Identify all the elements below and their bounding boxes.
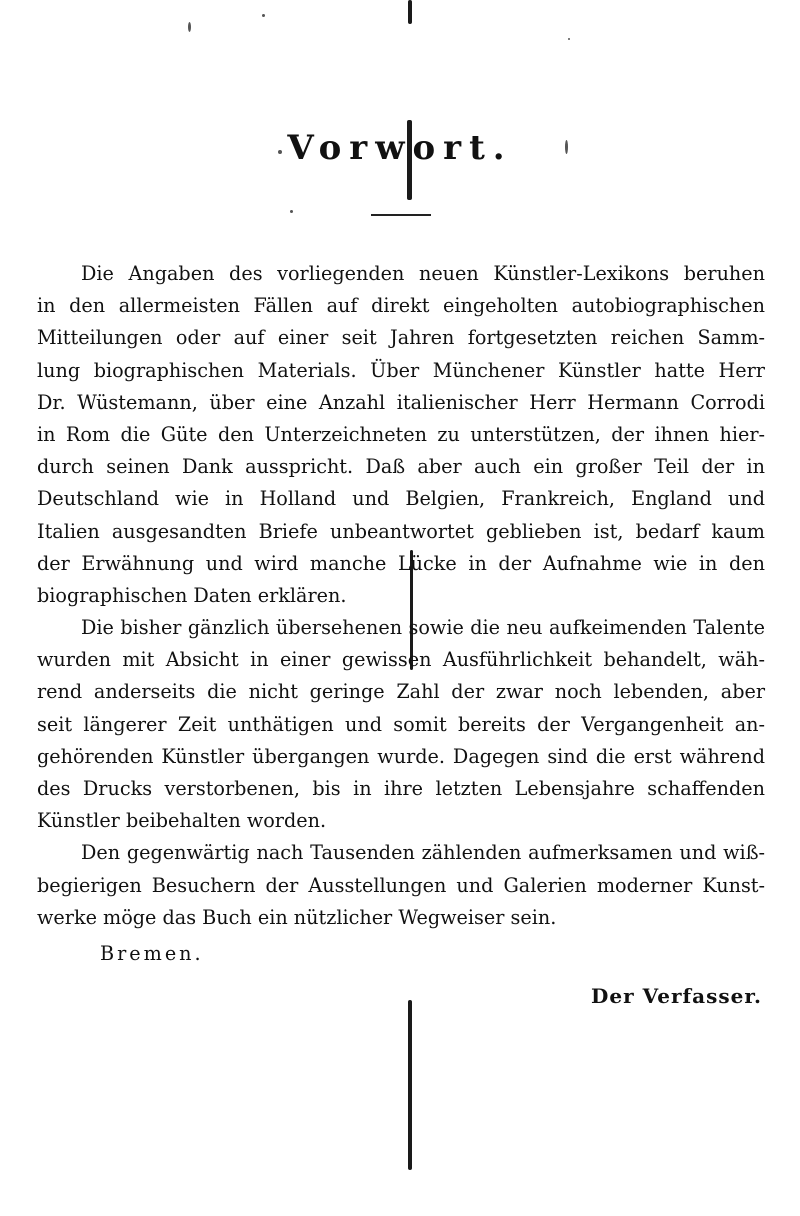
place-line: Bremen. — [100, 942, 204, 965]
text-line: in den allermeisten Fällen auf direkt eingeholten autobiographischen — [37, 294, 765, 318]
text-line: Dr. Wüstemann, über eine Anzahl italienischer Herr Hermann Corrodi — [37, 390, 765, 414]
text-line: Die bisher gänzlich übersehenen sowie die neu aufkeimenden Talente — [81, 616, 765, 640]
text-line: durch seinen Dank ausspricht. Daß aber auch ein großer Teil der in — [37, 455, 765, 479]
text-line: Italien ausgesandten Briefe unbeantwortet geblieben ist, bedarf kaum — [37, 519, 765, 543]
text-line: Künstler beibehalten worden. — [37, 809, 327, 833]
binding-crease-mark — [408, 0, 412, 24]
title-underline — [371, 214, 431, 216]
ink-speck — [568, 38, 570, 40]
page-title: Vorwort. — [287, 128, 513, 168]
ink-speck — [290, 210, 293, 213]
ink-speck — [188, 22, 191, 32]
text-line: der Erwähnung und wird manche Lücke in der Aufnahme wie in den — [37, 551, 765, 575]
text-line: lung biographischen Materials. Über Münchener Künstler hatte Herr — [37, 358, 765, 382]
ink-speck — [262, 14, 265, 17]
preface-body — [37, 258, 765, 934]
text-line: gehörenden Künstler übergangen wurde. Dagegen sind die erst während — [37, 744, 765, 768]
text-line: seit längerer Zeit unthätigen und somit bereits der Vergangenheit an- — [37, 712, 765, 736]
text-line: Mitteilungen oder auf einer seit Jahren fortgesetzten reichen Samm- — [37, 326, 765, 350]
author-signature: Der Verfasser. — [591, 984, 762, 1008]
text-line: biographischen Daten erklären. — [37, 583, 347, 607]
text-line: wurden mit Absicht in einer gewissen Ausführlichkeit behandelt, wäh- — [37, 648, 765, 672]
text-line: Die Angaben des vorliegenden neuen Künstler-Lexikons beruhen — [81, 262, 765, 285]
text-line: rend anderseits die nicht geringe Zahl der zwar noch lebenden, aber — [37, 680, 765, 704]
text-line: werke möge das Buch ein nützlicher Wegweiser sein. — [37, 905, 557, 929]
text-line: Den gegenwärtig nach Tausenden zählenden aufmerksamen und wiß- — [81, 841, 765, 865]
text-line: Deutschland wie in Holland und Belgien, Frankreich, England und — [37, 487, 765, 511]
binding-crease-mark — [408, 1000, 412, 1170]
text-line: in Rom die Güte den Unterzeichneten zu unterstützen, der ihnen hier- — [37, 422, 765, 446]
text-line: begierigen Besuchern der Ausstellungen und Galerien moderner Kunst- — [37, 873, 765, 897]
text-line: des Drucks verstorbenen, bis in ihre letzten Lebensjahre schaffenden — [37, 777, 765, 800]
